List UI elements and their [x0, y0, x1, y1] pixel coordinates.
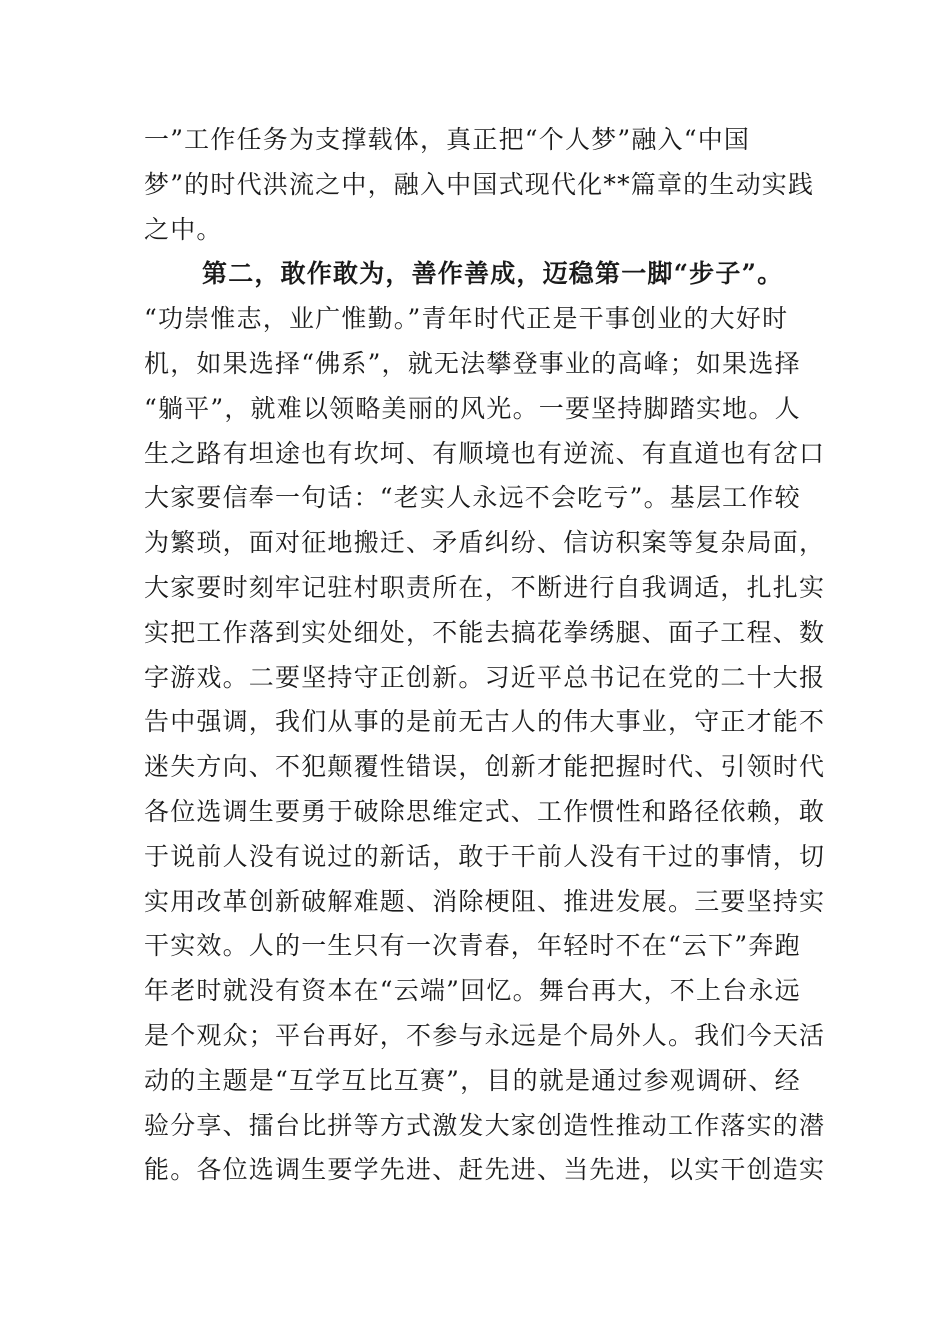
body-text — [144, 118, 826, 1193]
text-line-7: “躺平”，就难以领略美丽的风光。一要坚持脚踏实地。人 — [144, 393, 801, 423]
section-heading: 第二，敢作敢为，善作善成，迈稳第一脚“步子”。 — [202, 259, 784, 289]
text-line-13: 字游戏。二要坚持守正创新。习近平总书记在党的二十大报 — [144, 662, 826, 692]
text-line-6: 机，如果选择“佛系”，就无法攀登事业的高峰；如果选择 — [144, 348, 801, 378]
text-line-23: 验分享、擂台比拼等方式激发大家创造性推动工作落实的潜 — [144, 1110, 826, 1140]
text-line-24: 能。各位选调生要学先进、赶先进、当先进，以实干创造实 — [144, 1155, 826, 1185]
text-line-3: 之中。 — [144, 214, 223, 244]
text-line-8: 生之路有坦途也有坎坷、有顺境也有逆流、有直道也有岔口 — [144, 438, 826, 468]
text-line-15: 迷失方向、不犯颠覆性错误，创新才能把握时代、引领时代 — [144, 752, 826, 782]
text-line-16: 各位选调生要勇于破除思维定式、工作惯性和路径依赖，敢 — [144, 796, 826, 826]
text-line-17: 于说前人没有说过的新话，敢于干前人没有干过的事情，切 — [144, 841, 826, 871]
text-line-10: 为繁琐，面对征地搬迁、矛盾纠纷、信访积案等复杂局面， — [144, 528, 826, 558]
text-line-19: 干实效。人的一生只有一次青春，年轻时不在“云下”奔跑 — [144, 931, 801, 961]
text-line-5: “功崇惟志，业广惟勤。”青年时代正是干事创业的大好时 — [144, 304, 789, 334]
text-line-14: 告中强调，我们从事的是前无古人的伟大事业，守正才能不 — [144, 707, 826, 737]
text-line-2: 梦”的时代洪流之中，融入中国式现代化**篇章的生动实践 — [144, 169, 815, 199]
text-line-20: 年老时就没有资本在“云端”回忆。舞台再大，不上台永远 — [144, 976, 801, 1006]
text-line-11: 大家要时刻牢记驻村职责所在，不断进行自我调适，扎扎实 — [144, 572, 826, 602]
text-line-9: 大家要信奉一句话：“老实人永远不会吃亏”。基层工作较 — [144, 483, 801, 513]
text-line-18: 实用改革创新破解难题、消除梗阻、推进发展。三要坚持实 — [144, 886, 826, 916]
text-line-22: 动的主题是“互学互比互赛”，目的就是通过参观调研、经 — [144, 1065, 801, 1095]
text-line-21: 是个观众；平台再好，不参与永远是个局外人。我们今天活 — [144, 1020, 826, 1050]
text-line-12: 实把工作落到实处细处，不能去搞花拳绣腿、面子工程、数 — [144, 617, 826, 647]
text-line-1: 一”工作任务为支撑载体，真正把“个人梦”融入“中国 — [144, 125, 751, 154]
